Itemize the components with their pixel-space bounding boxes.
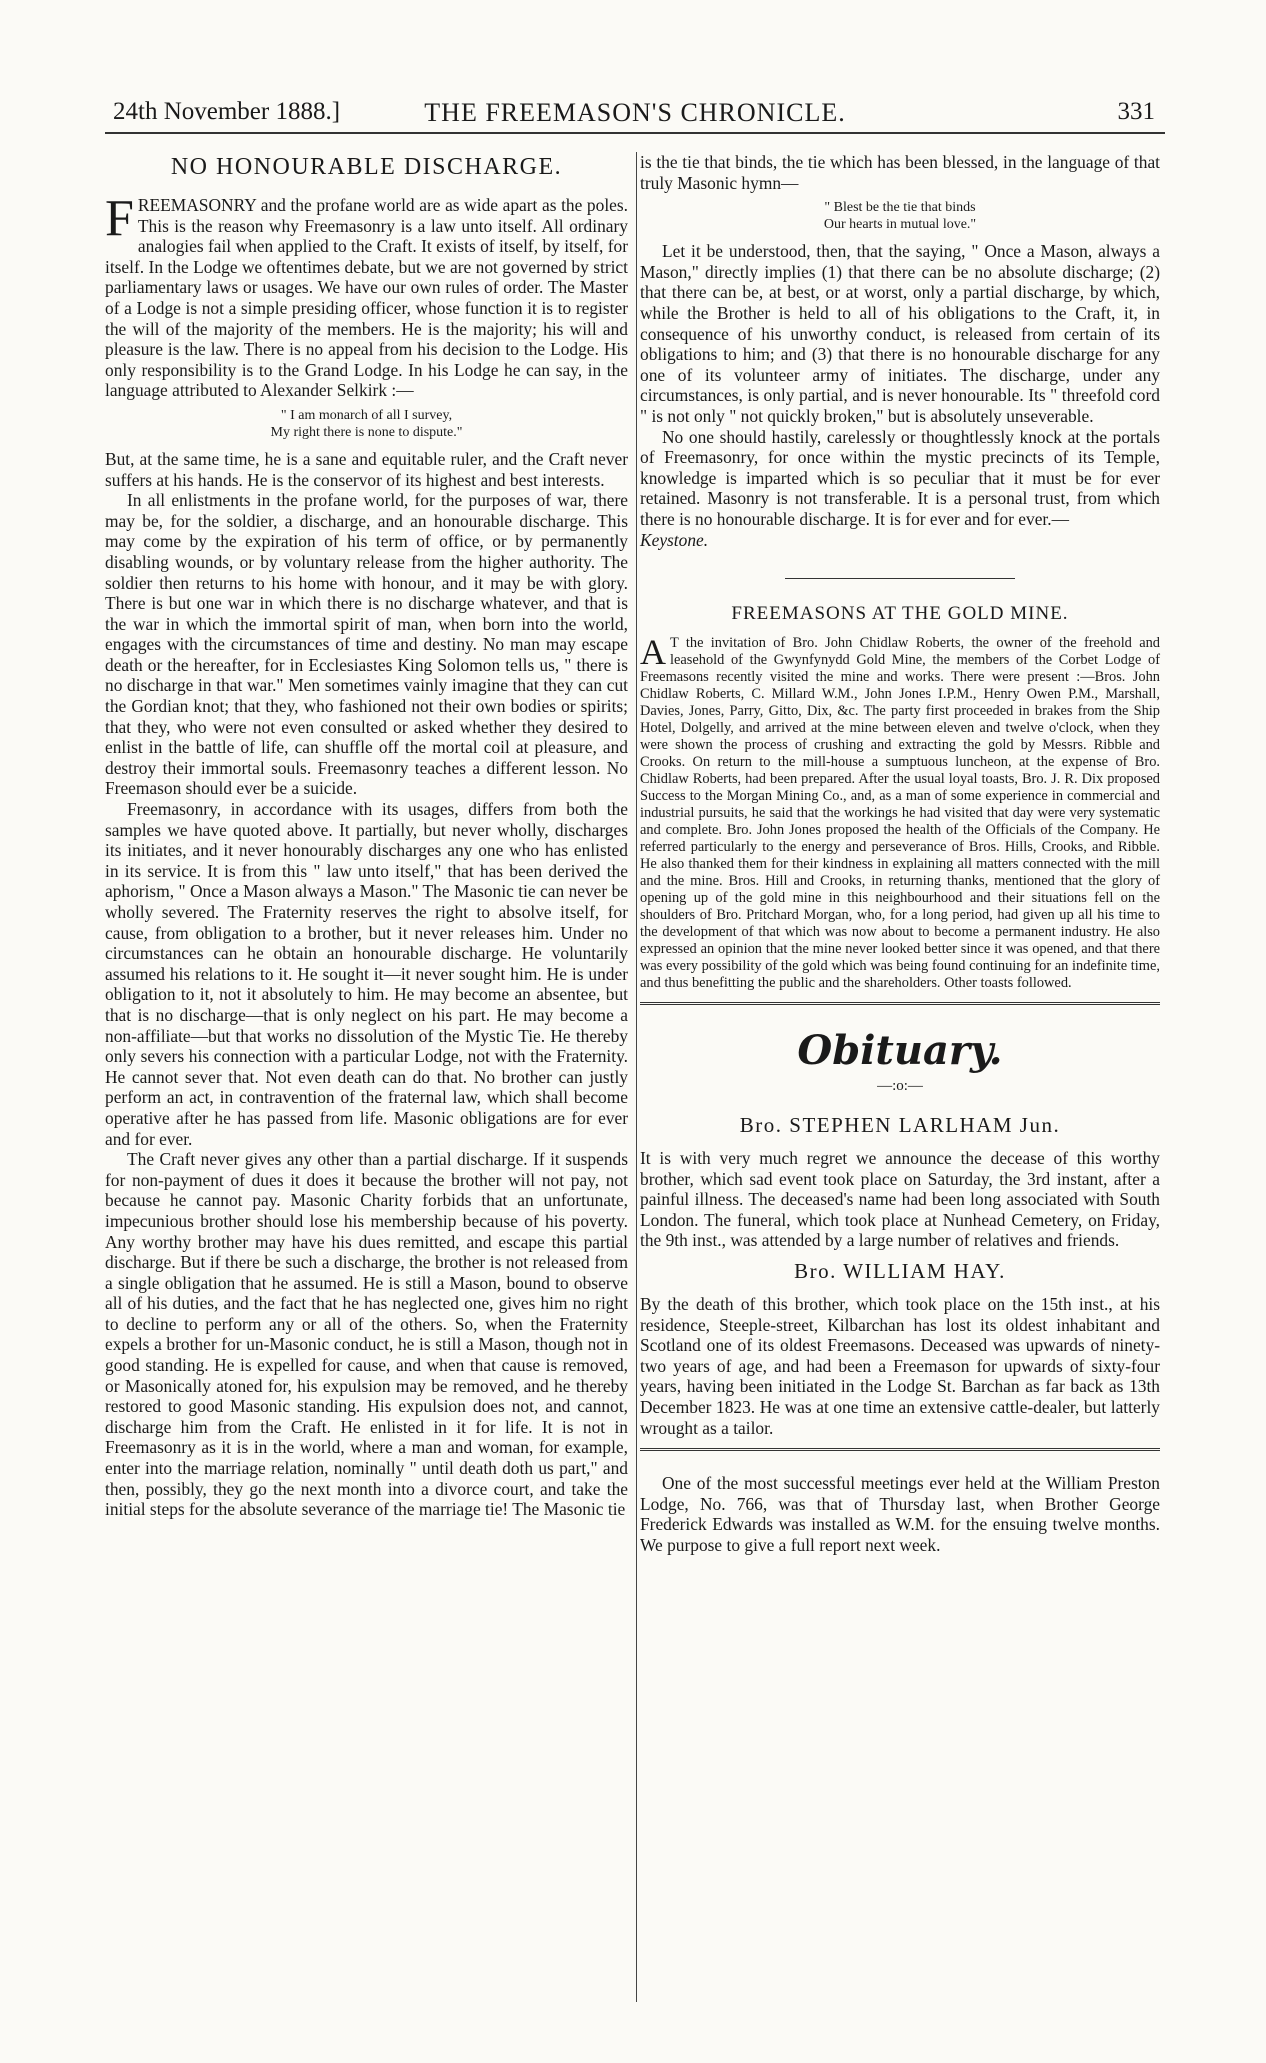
article-paragraph: In all enlistments in the profane world, for the purposes of war, there may be, for the soldier, a discharge, and an honourable discharge. This may come by the expiration of his term of office, or by permanently disabling wounds, or by voluntary release from the higher authority. The soldier then returns to his home with honour, and it may be with glory. There is but one war in which there is no discharge whatever, and that is the war in which the immortal spirit of man, when born into the world, engages with the circumstances of time and destiny. No man may escape death or the hereafter, for in Ecclesiastes King Solomon tells us, " there is no discharge in that war." Men sometimes vainly imagine that they can cut the Gordian knot; that they, who fashioned not their own bodies or spirits; that they, who were not even consulted or asked whether they desired to enlist in the battle of life, can shuffle off the mortal coil at pleasure, and destroy their immortal souls. Freemasonry teaches a different lesson. No Freemason should ever be a suicide. — [105, 490, 628, 799]
article-paragraph: Let it be understood, then, that the saying, " Once a Mason, always a Mason," directly implies (1) that there can be no absolute discharge; (2) that there can be, at best, or at worst, only a partial discharge, by which, while the Brother is held to all of his obligations to the Craft, it, in consequence of his unworthy conduct, is released from certain of its obligations to him; and (3) that there is no honourable discharge for any one of its volunteer army of initiates. The discharge, under any circumstances, is only partial, and is never honourable. Its " threefold cord " is not only " not quickly broken," but is absolutely unseverable. — [640, 241, 1160, 426]
article-title: NO HONOURABLE DISCHARGE. — [170, 154, 563, 180]
obituary-paragraph: It is with very much regret we announce the decease of this worthy brother, which sad event took place on Saturday, the 3rd instant, after a painful illness. The deceased's name had been long associated with South London. The funeral, which took place at Nunhead Cemetery, on Friday, the 9th inst., was attended by a large number of relatives and friends. — [640, 1148, 1160, 1251]
page-header — [105, 92, 1165, 134]
left-column — [105, 152, 637, 2002]
article-paragraph: The Craft never gives any other than a partial discharge. If it suspends for non-payment of dues it does it because the brother will not pay, not because he cannot pay. Masonic Charity forbids that an unfortunate, impecunious brother should lose his membership because of his poverty. Any worthy brother may have his dues remitted, and escape this partial discharge. But if there be such a discharge, the brother is not released from a single obligation that he assumed. He is still a Mason, bound to observe all of his duties, and the fact that he has neglected one, gives him no right to decline to perform any or all of the others. So, when the Fraternity expels a brother for un-Masonic conduct, he is still a Mason, though not in good standing. He is expelled for cause, and when that cause is removed, or Masonically atoned for, his expulsion may be removed, and he thereby restored to good Masonic standing. His expulsion does not, and cannot, discharge him from the Craft. He enlisted in it for life. It is not in Freemasonry as it is in the world, where a man and woman, for example, enter into the marriage relation, nominally " until death doth us part," and then, possibly, they go the next month into a divorce court, and take the initial steps for the absolute severance of the marriage tie! The Masonic tie — [105, 1149, 628, 1520]
right-column — [640, 152, 1160, 2002]
article-paragraph: But, at the same time, he is a sane and equitable ruler, and the Craft never suffers at his hands. He is the conservor of its highest and best interests. — [105, 448, 628, 490]
obituary-name: Bro. WILLIAM HAY. — [794, 1259, 1006, 1284]
divider — [785, 578, 1015, 579]
article-paragraph: FREEMASONRY and the profane world are as wide apart as the poles. This is the reason why Freemasonry is a law unto itself. All ordinary analogies fail when applied to the Craft. It exists of itself, by itself, for itself. In the Lodge we oftentimes debate, but we are not governed by strict parliamentary laws or usages. We have our own rules of order. The Master of a Lodge is not a simple presiding officer, whose function it is to register the will of the majority of the members. He is the majority; his will and pleasure is the law. There is no appeal from his decision to the Lodge. His only responsibility is to the Grand Lodge. In his Lodge he can say, in the language attributed to Alexander Selkirk :— — [105, 190, 628, 401]
obituary-paragraph: By the death of this brother, which took place on the 15th inst., at his residence, Steeple-street, Kilbarchan has lost its oldest inhabitant and Scotland one of its oldest Freemasons. Deceased was upwards of ninety-two years of age, and had been a Freemason for upwards of sixty-four years, having been initiated in the Lodge St. Barchan as far back as 13th December 1823. He was at one time an extensive cattle-dealer, but latterly wrought as a tailor. — [640, 1294, 1160, 1438]
gold-mine-article — [640, 632, 1160, 992]
news-paragraph: One of the most successful meetings ever held at the William Preston Lodge, No. 766, was that of Thursday last, when Brother George Frederick Edwards was installed as W.M. for the ensuing twelve months. We purpose to give a full report next week. — [640, 1473, 1160, 1555]
divider — [640, 1002, 1160, 1005]
issue-date: 24th November 1888.] — [113, 98, 341, 125]
article-paragraph: Freemasonry, in accordance with its usages, differs from both the samples we have quoted above. It partially, but never wholly, discharges its initiates, and it never honourably discharges any one who has enlisted in its service. It is from this " law unto itself," that has been derived the aphorism, " Once a Mason always a Mason." The Masonic tie can never be wholly severed. The Fraternity reserves the right to absolve itself, for cause, from obligation to a brother, but it never releases him. Under no circumstances can he obtain an honourable discharge. He voluntarily assumed his relations to it. He sought it—it never sought him. He is under obligation to it, not it absolutely to him. He may become an absentee, but that is no discharge—that is only neglect on his part. He may become a non-affiliate—but that works no dissolution of the Mystic Tie. He thereby only severs his connection with a particular Lodge, not with the Fraternity. He cannot sever that. Not even death can do that. No brother can justly perform an act, in contravention of the fraternal law, which shall become operative after he has passed from life. Masonic obligations are for ever and for ever. — [105, 799, 628, 1149]
obituary-heading: Obituary. — [797, 1027, 1003, 1075]
divider — [640, 1448, 1160, 1451]
article-title: FREEMASONS AT THE GOLD MINE. — [731, 603, 1069, 625]
article-paragraph: is the tie that binds, the tie which has been blessed, in the language of that truly Masonic hymn— — [640, 152, 1160, 193]
article-paragraph: A T the invitation of Bro. John Chidlaw Roberts, the owner of the freehold and leasehold of the Gwynfynydd Gold Mine, the members of the Corbet Lodge of Freemasons recently visited the mine and works. There were present :—Bros. John Chidlaw Roberts, C. Millard W.M., John Jones I.P.M., Henry Owen P.M., Marshall, Davies, Jones, Parry, Gitto, Dix, &c. The party first proceeded in brakes from the Ship Hotel, Dolgelly, and arrived at the mine between eleven and twelve o'clock, when they were shown the process of crushing and extracting the gold by Messrs. Ribble and Crooks. On return to the mill-house a sumptuous luncheon, at the expense of Bro. Chidlaw Roberts, had been prepared. After the usual loyal toasts, Bro. J. R. Dix proposed Success to the Morgan Mining Co., and, as a man of some experience in commercial and industrial pursuits, he said that the workings he had visited that day were very systematic and complete. Bro. John Jones proposed the health of the Officials of the Company. He referred particularly to the energy and perseverance of Bros. Hills, Crooks, and Ribble. He also thanked them for their kindness in explaining all matters connected with the mill and the mine. Bros. Hill and Crooks, in returning thanks, mentioned that the glory of opening up of the gold mine in this neighbourhood and their situations fell on the shoulders of Bro. Pritchard Morgan, who, for a long period, had given up all his time to the development of that which was now about to become a permanent industry. He also expressed an opinion that the mine never looked better since it was opened, and that there was every possibility of the gold which was being found continuing for an indefinite time, and thus benefitting the public and the shareholders. Other toasts followed. — [640, 632, 1160, 992]
drop-cap: A — [640, 632, 666, 673]
hymn-quote: " Blest be the tie that binds Our hearts in mutual love." — [823, 200, 977, 233]
separator: —:o:— — [877, 1078, 923, 1095]
article-source: Keystone. — [640, 529, 709, 550]
page-number: 331 — [1117, 98, 1155, 125]
publication-title: THE FREEMASON'S CHRONICLE. — [424, 98, 846, 127]
verse-quote: " I am monarch of all I survey, My right there is none to dispute." — [270, 407, 463, 440]
article-paragraph: No one should hastily, carelessly or thoughtlessly knock at the portals of Freemasonry, for once within the mystic precincts of its Temple, knowledge is imparted which is so peculiar that it must be for ever retained. Masonry is not transferable. It is a personal trust, from which there is no honourable discharge. It is for ever and for ever.— Keystone. — [640, 426, 1160, 550]
drop-cap: F — [105, 190, 134, 247]
obituary-name: Bro. STEPHEN LARLHAM Jun. — [739, 1113, 1061, 1138]
